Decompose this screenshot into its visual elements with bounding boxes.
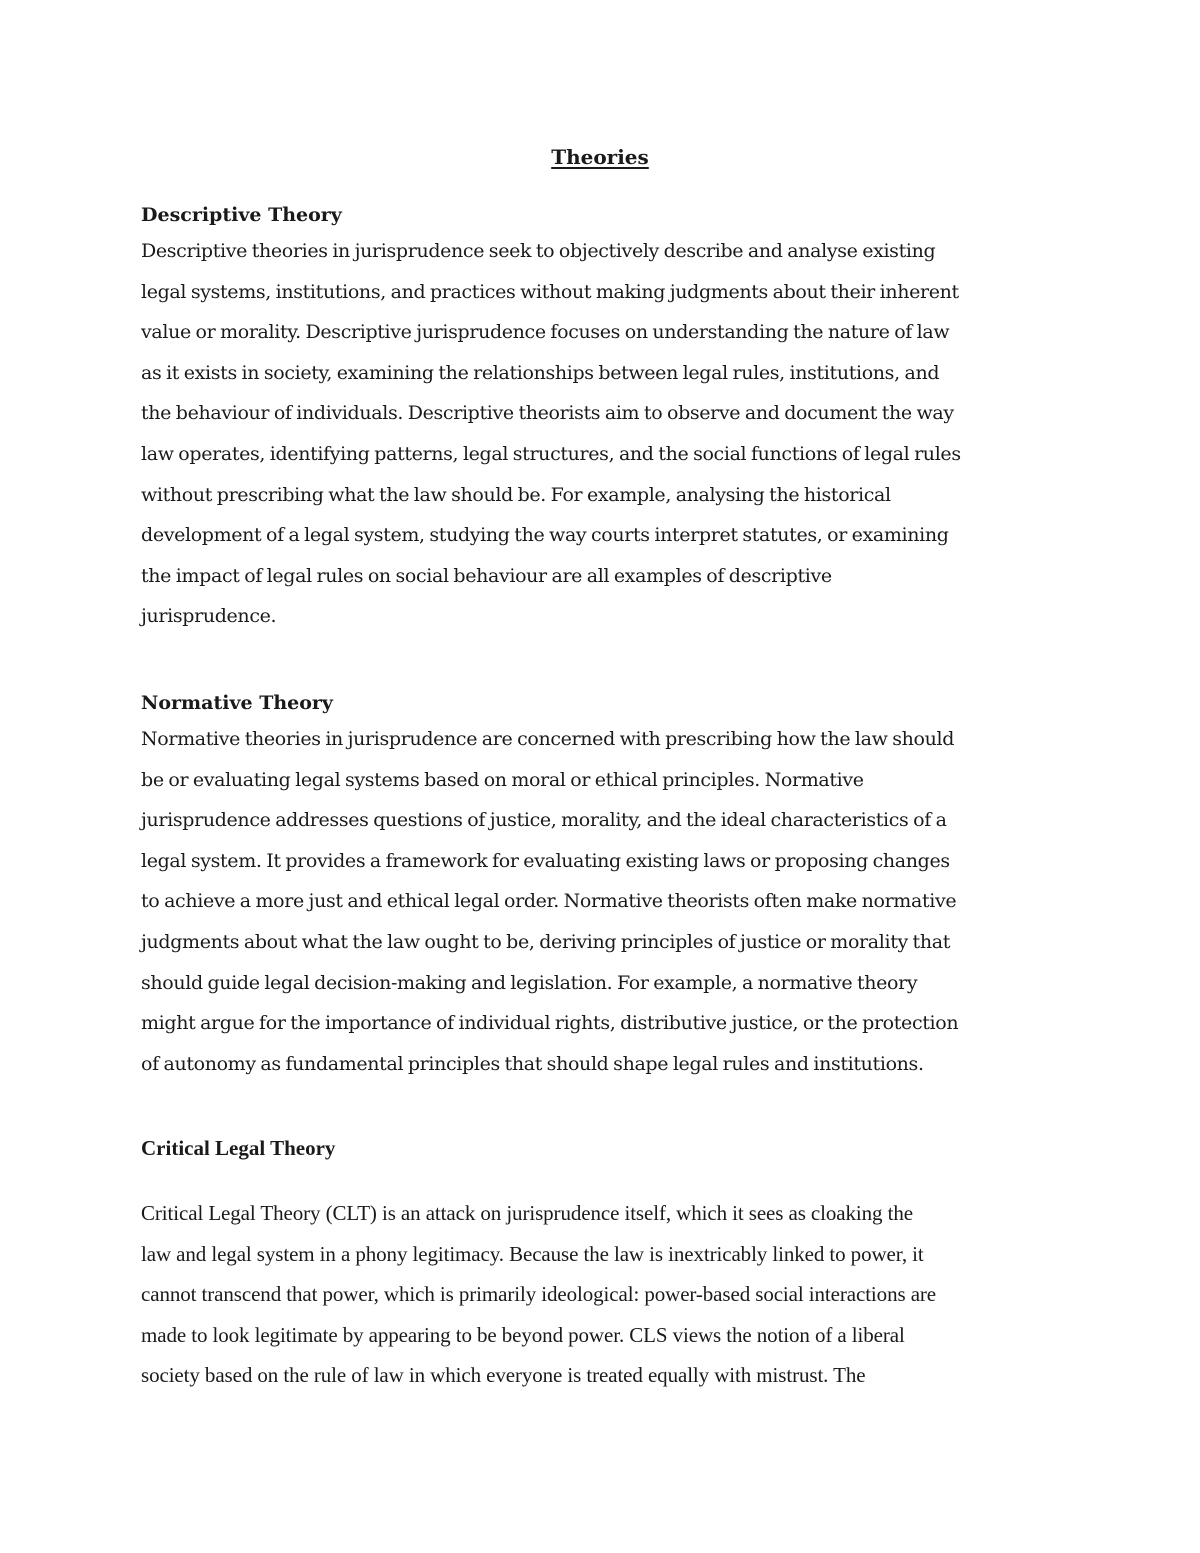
section-heading: Descriptive Theory [141,204,342,226]
text-line: development of a legal system, studying the way courts interpret statutes, or examining [141,524,949,547]
section-critical-legal-theory [141,1133,1066,1396]
text-line: jurisprudence addresses questions of justice, morality, and the ideal characteristics of a [141,809,947,832]
document-title [0,142,1200,172]
text-line: law operates, identifying patterns, legal structures, and the social functions of legal rules [141,442,961,465]
text-line: legal systems, institutions, and practices without making judgments about their inherent [141,280,959,303]
section-heading: Normative Theory [141,692,333,714]
text-line: the behaviour of individuals. Descriptive theorists aim to observe and document the way [141,402,954,425]
section-body [141,719,1066,1084]
text-line: jurisprudence. [141,605,277,628]
text-line: Normative theories in jurisprudence are concerned with prescribing how the law should [141,728,955,750]
text-line: as it exists in society, examining the relationships between legal rules, institutions, and [141,361,940,384]
text-line: Critical Legal Theory (CLT) is an attack on jurisprudence itself, which it sees as cloaking the [141,1201,913,1225]
text-line: the impact of legal rules on social behaviour are all examples of descriptive [141,564,832,587]
section-heading: Critical Legal Theory [141,1136,336,1160]
text-line: society based on the rule of law in which everyone is treated equally with mistrust. The [141,1363,866,1388]
text-line: legal system. It provides a framework for evaluating existing laws or proposing changes [141,849,950,872]
text-line: might argue for the importance of individual rights, distributive justice, or the protection [141,1012,959,1035]
text-line: to achieve a more just and ethical legal order. Normative theorists often make normative [141,890,957,913]
section-descriptive-theory [141,200,1066,637]
document-title-text: Theories [551,145,649,169]
text-line: judgments about what the law ought to be, deriving principles of justice or morality that [141,930,950,953]
text-line: be or evaluating legal systems based on moral or ethical principles. Normative [141,768,864,791]
text-line: law and legal system in a phony legitimacy. Because the law is inextricably linked to power, it [141,1241,924,1266]
text-line: cannot transcend that power, which is primarily ideological: power-based social interactions are [141,1282,937,1307]
text-line: Descriptive theories in jurisprudence seek to objectively describe and analyse existing [141,240,936,262]
section-body [141,231,1066,637]
text-line: made to look legitimate by appearing to be beyond power. CLS views the notion of a liberal [141,1322,905,1347]
section-body [141,1193,1066,1396]
text-line: should guide legal decision-making and legislation. For example, a normative theory [141,971,918,994]
text-line: value or morality. Descriptive jurisprudence focuses on understanding the nature of law [141,321,950,344]
text-line: without prescribing what the law should be. For example, analysing the historical [141,483,891,506]
text-line: of autonomy as fundamental principles that should shape legal rules and institutions. [141,1052,924,1075]
section-normative-theory [141,688,1066,1084]
